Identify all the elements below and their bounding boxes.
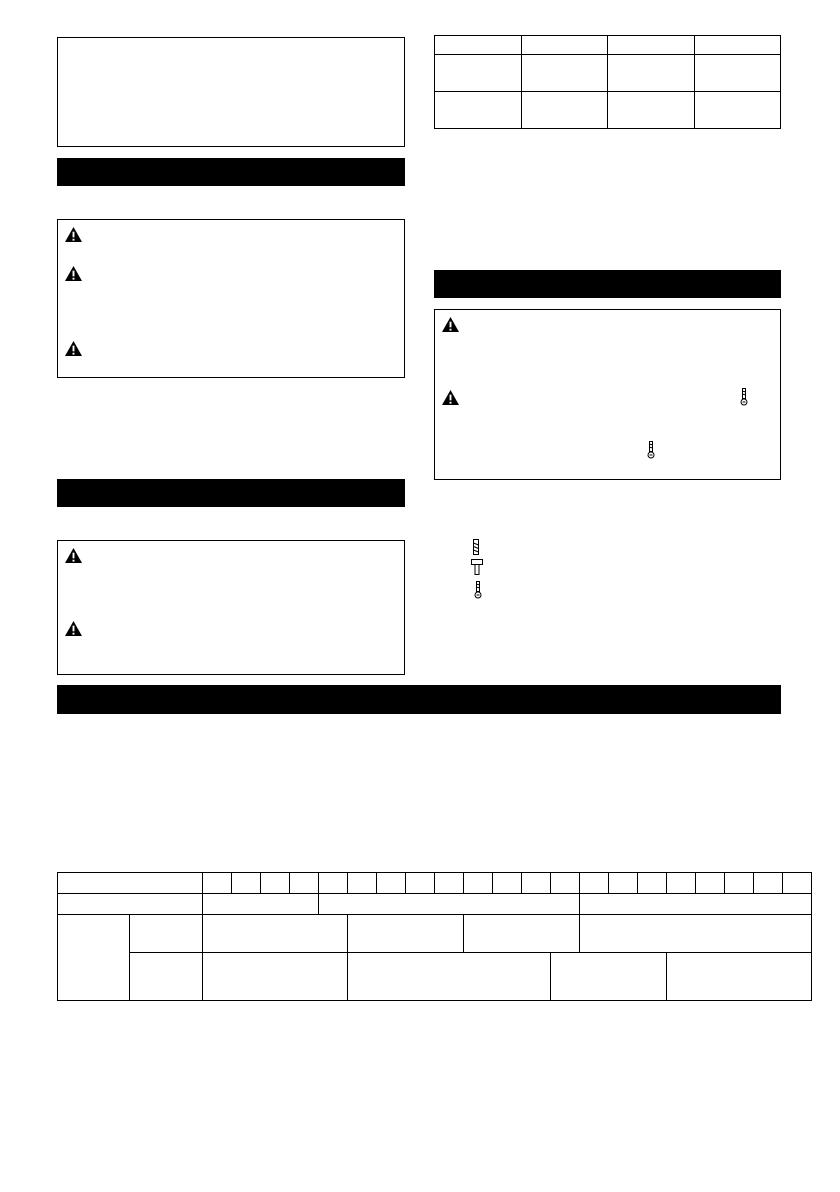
table-cell (130, 915, 203, 953)
table-cell (608, 55, 695, 92)
warning-triangle-icon (64, 265, 83, 282)
table-cell (667, 873, 696, 894)
table-cell (754, 873, 783, 894)
warning-triangle-icon (441, 316, 460, 333)
table-cell (580, 915, 812, 953)
table-cell (551, 953, 667, 1001)
screw-icon (647, 441, 655, 459)
warning-triangle-icon (64, 340, 83, 357)
table-cell (203, 873, 232, 894)
table-cell (521, 55, 608, 92)
warning-triangle-icon (64, 620, 83, 637)
table-cell (203, 953, 348, 1001)
table-cell (348, 873, 377, 894)
table-cell (580, 894, 812, 915)
table-row (58, 894, 812, 915)
section-heading-bar-3 (434, 270, 781, 298)
hammer-icon (471, 559, 483, 575)
table-row (58, 953, 812, 1001)
mode-list (434, 535, 781, 605)
table-row (435, 92, 781, 129)
table-cell (261, 873, 290, 894)
table-cell (608, 36, 695, 55)
table-cell (290, 873, 319, 894)
table-cell (694, 55, 781, 92)
table-cell (58, 894, 203, 915)
table-cell (783, 873, 812, 894)
warning-box-2 (57, 540, 405, 675)
table-cell (348, 953, 551, 1001)
table-cell (551, 873, 580, 894)
table-cell (638, 873, 667, 894)
table-cell (319, 894, 580, 915)
drill-bit-icon (472, 539, 480, 556)
screw-icon (474, 581, 482, 599)
table-cell (493, 873, 522, 894)
table-row (435, 36, 781, 55)
table-cell (725, 873, 754, 894)
screw-icon (740, 388, 748, 406)
table-row (58, 873, 812, 894)
table-cell (694, 36, 781, 55)
table-cell (319, 873, 348, 894)
table-cell (464, 915, 580, 953)
table-cell (232, 873, 261, 894)
table-cell (694, 92, 781, 129)
table-cell (609, 873, 638, 894)
note-box (57, 37, 405, 147)
warning-triangle-icon (64, 226, 83, 243)
table-cell (435, 36, 522, 55)
table-cell (435, 873, 464, 894)
section-heading-bar-2 (57, 479, 405, 507)
table-cell (130, 953, 203, 1001)
warning-triangle-icon (441, 389, 460, 406)
table-cell (667, 953, 812, 1001)
section-heading-bar-1 (57, 158, 405, 186)
table-cell (521, 92, 608, 129)
table-cell (203, 894, 319, 915)
table-cell (580, 873, 609, 894)
table-cell (435, 55, 522, 92)
table-cell (521, 36, 608, 55)
table-cell (522, 873, 551, 894)
table-cell (58, 873, 203, 894)
table-cell (377, 873, 406, 894)
table-cell (435, 92, 522, 129)
table-cell (348, 915, 464, 953)
section-heading-bar-4 (57, 685, 781, 714)
small-table (434, 35, 781, 129)
warning-box-1 (57, 219, 405, 378)
table-cell (696, 873, 725, 894)
warning-box-3 (434, 309, 781, 480)
table-cell (58, 915, 130, 1001)
warning-triangle-icon (64, 547, 83, 564)
table-cell (203, 915, 348, 953)
table-cell (464, 873, 493, 894)
table-row (435, 55, 781, 92)
table-cell (608, 92, 695, 129)
settings-table (57, 872, 812, 1001)
table-row (58, 915, 812, 953)
table-cell (406, 873, 435, 894)
